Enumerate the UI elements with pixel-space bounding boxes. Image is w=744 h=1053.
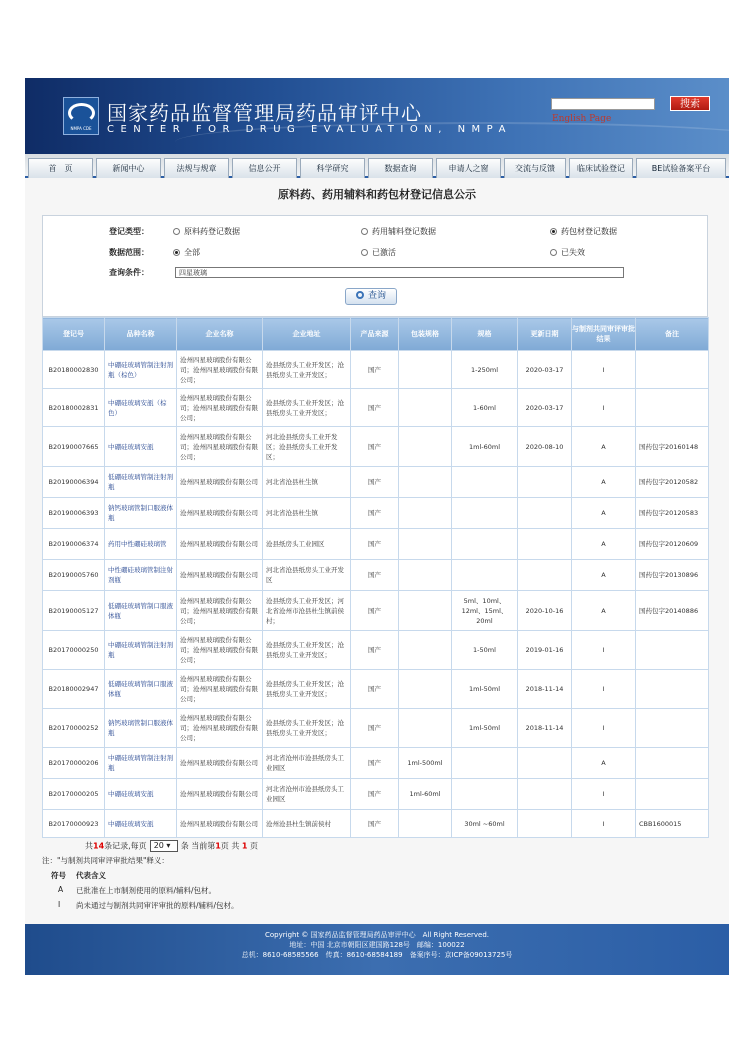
column-header: 产品来源	[351, 318, 399, 351]
pager-current: 1	[215, 841, 221, 851]
nav-applicant[interactable]: 申请人之窗	[436, 158, 501, 178]
cell-company-name: 沧州四星玻璃股份有限公司；沧州四星玻璃股份有限公司；	[177, 591, 263, 631]
pager-suffix: 页	[250, 841, 259, 851]
site-subtitle: CENTER FOR DRUG EVALUATION, NMPA	[107, 124, 512, 135]
cell-package-spec	[399, 498, 452, 529]
cell-product-name[interactable]: 钠钙玻璃管制口服液体瓶	[105, 498, 177, 529]
note-meaning: 已批准在上市制剂使用的原料/辅料/包材。	[76, 886, 217, 895]
cell-origin: 国产	[351, 351, 399, 389]
notes-intro: 注："与制剂共同审评审批结果"释义：	[42, 856, 169, 865]
type-option-packaging[interactable]	[550, 226, 617, 237]
cell-reg-no: B20170000206	[43, 748, 105, 779]
cell-origin: 国产	[351, 748, 399, 779]
cell-update-date	[518, 748, 572, 779]
cell-spec: 1-60ml	[452, 389, 518, 427]
cell-spec: 1ml-50ml	[452, 709, 518, 748]
cell-origin: 国产	[351, 560, 399, 591]
cell-update-date	[518, 810, 572, 838]
footer-contact: 总机：8610-68585566 传真：8610-68584189 备案序号：京ICP备09013725号	[241, 951, 513, 959]
table-row	[43, 709, 709, 748]
column-header: 与制剂共同审评审批结果	[572, 318, 636, 351]
cell-product-name[interactable]: 中硼硅玻璃管制注射剂瓶	[105, 631, 177, 670]
cell-product-name[interactable]: 低硼硅玻璃管制口服液体瓶	[105, 591, 177, 631]
table-row	[43, 810, 709, 838]
cell-company-name: 沧州四星玻璃股份有限公司；沧州四星玻璃股份有限公司；	[177, 351, 263, 389]
cell-product-name[interactable]: 中硼硅玻璃管制注射剂瓶（棕色）	[105, 351, 177, 389]
column-header: 更新日期	[518, 318, 572, 351]
cell-update-date: 2020-10-16	[518, 591, 572, 631]
pager-text: 条记录,每页	[104, 841, 147, 851]
nav-research[interactable]: 科学研究	[300, 158, 365, 178]
cell-company-name: 沧州四星玻璃股份有限公司；沧州四星玻璃股份有限公司；	[177, 631, 263, 670]
cell-review-result: A	[572, 560, 636, 591]
pager-text: 页 共	[220, 841, 240, 851]
cell-product-name[interactable]: 钠钙玻璃管制口服液体瓶	[105, 709, 177, 748]
results-table	[42, 317, 709, 838]
range-label: 数据范围：	[109, 248, 149, 257]
site-header	[25, 78, 729, 154]
type-option-excipient-label: 药用辅料登记数据	[372, 227, 436, 236]
table-row	[43, 670, 709, 709]
cell-update-date: 2020-03-17	[518, 351, 572, 389]
main-nav	[25, 154, 729, 178]
cell-remark	[636, 709, 709, 748]
cell-company-address: 沧县纸房头工业园区	[263, 529, 351, 560]
cell-review-result: A	[572, 591, 636, 631]
cell-origin: 国产	[351, 498, 399, 529]
nav-be-platform[interactable]: BE试验备案平台	[636, 158, 726, 178]
cell-review-result: I	[572, 779, 636, 810]
type-option-api-label: 原料药登记数据	[184, 227, 240, 236]
cell-spec: 5ml、10ml、12ml、15ml、20ml	[452, 591, 518, 631]
cell-remark: 国药包字20120582	[636, 467, 709, 498]
table-row	[43, 529, 709, 560]
table-row	[43, 591, 709, 631]
column-header: 企业地址	[263, 318, 351, 351]
cell-review-result: I	[572, 670, 636, 709]
cell-reg-no: B20190007665	[43, 427, 105, 467]
cell-company-address: 河北省沧县杜生镇	[263, 467, 351, 498]
table-row	[43, 560, 709, 591]
cell-update-date: 2020-03-17	[518, 389, 572, 427]
cell-reg-no: B20170000252	[43, 709, 105, 748]
cell-update-date: 2018-11-14	[518, 709, 572, 748]
search-form	[42, 215, 708, 317]
column-header: 品种名称	[105, 318, 177, 351]
cell-product-name[interactable]: 低硼硅玻璃管制口服液体瓶	[105, 670, 177, 709]
search-icon	[356, 291, 364, 299]
cell-company-name: 沧州四星玻璃股份有限公司	[177, 498, 263, 529]
table-header-row	[43, 318, 709, 351]
cell-update-date	[518, 779, 572, 810]
cell-reg-no: B20170000923	[43, 810, 105, 838]
cell-package-spec	[399, 709, 452, 748]
radio-icon	[550, 249, 557, 256]
cell-product-name[interactable]: 中硼硅玻璃安瓿	[105, 779, 177, 810]
cell-review-result: A	[572, 529, 636, 560]
range-option-active[interactable]	[361, 247, 396, 258]
notes-col-meaning: 代表含义	[76, 871, 106, 880]
cell-origin: 国产	[351, 427, 399, 467]
cell-reg-no: B20180002830	[43, 351, 105, 389]
note-meaning: 尚未通过与制剂共同审评审批的原料/辅料/包材。	[76, 901, 239, 910]
cell-origin: 国产	[351, 779, 399, 810]
range-option-all[interactable]	[173, 247, 200, 258]
cell-product-name[interactable]: 中硼硅玻璃安瓿（棕色）	[105, 389, 177, 427]
cell-package-spec	[399, 529, 452, 560]
cell-reg-no: B20190006374	[43, 529, 105, 560]
nav-news[interactable]: 新闻中心	[96, 158, 161, 178]
range-option-expired[interactable]	[550, 247, 585, 258]
cell-review-result: A	[572, 748, 636, 779]
cell-package-spec: 1ml-500ml	[399, 748, 452, 779]
table-row	[43, 389, 709, 427]
cell-spec: 1-50ml	[452, 631, 518, 670]
cell-origin: 国产	[351, 709, 399, 748]
cell-review-result: I	[572, 389, 636, 427]
cell-review-result: I	[572, 810, 636, 838]
cell-company-address: 沧县纸房头工业开发区；沧县纸房头工业开发区；	[263, 631, 351, 670]
site-search-input[interactable]	[551, 98, 655, 110]
cell-update-date: 2018-11-14	[518, 670, 572, 709]
cell-review-result: I	[572, 631, 636, 670]
cell-review-result: I	[572, 709, 636, 748]
cell-spec: 30ml ~60ml	[452, 810, 518, 838]
table-row	[43, 748, 709, 779]
cell-update-date	[518, 498, 572, 529]
radio-icon	[361, 228, 368, 235]
site-title: 国家药品监督管理局药品审评中心	[107, 101, 422, 125]
cell-company-address: 河北沧县纸房头工业开发区；沧县纸房头工业开发区；	[263, 427, 351, 467]
cell-remark	[636, 779, 709, 810]
column-header: 登记号	[43, 318, 105, 351]
cell-company-name: 沧州四星玻璃股份有限公司；沧州四星玻璃股份有限公司；	[177, 709, 263, 748]
radio-icon	[173, 228, 180, 235]
site-logo[interactable]	[63, 97, 99, 135]
cell-company-address: 沧州沧县杜生镇前侯村	[263, 810, 351, 838]
nav-disclosure[interactable]: 信息公开	[232, 158, 297, 178]
nav-regulations[interactable]: 法规与规章	[164, 158, 229, 178]
nav-data-query[interactable]: 数据查询	[368, 158, 433, 178]
cell-package-spec	[399, 670, 452, 709]
cell-reg-no: B20180002831	[43, 389, 105, 427]
cell-company-address: 沧县纸房头工业开发区；沧县纸房头工业开发区；	[263, 709, 351, 748]
cell-product-name[interactable]: 中硼硅玻璃安瓿	[105, 427, 177, 467]
pager-total: 14	[93, 841, 105, 851]
site-search-button[interactable]: 搜索	[670, 96, 710, 111]
column-header: 包装规格	[399, 318, 452, 351]
cell-origin: 国产	[351, 389, 399, 427]
pager-pages: 1	[241, 841, 248, 851]
cell-company-name: 沧州四星玻璃股份有限公司；沧州四星玻璃股份有限公司；	[177, 389, 263, 427]
column-header: 企业名称	[177, 318, 263, 351]
cell-company-address: 沧县纸房头工业开发区；沧县纸房头工业开发区；	[263, 670, 351, 709]
cell-origin: 国产	[351, 631, 399, 670]
cell-remark	[636, 631, 709, 670]
range-option-expired-label: 已失效	[561, 248, 585, 257]
cell-company-name: 沧州四星玻璃股份有限公司	[177, 529, 263, 560]
table-row	[43, 351, 709, 389]
cell-reg-no: B20190005127	[43, 591, 105, 631]
cell-remark: 国药包字20120583	[636, 498, 709, 529]
footer-address: 地址：中国 北京市朝阳区建国路128号 邮编：100022	[289, 941, 465, 949]
cell-company-address: 沧县纸房头工业开发区；沧县纸房头工业开发区；	[263, 351, 351, 389]
cell-reg-no: B20190006394	[43, 467, 105, 498]
cell-review-result: A	[572, 498, 636, 529]
cell-company-name: 沧州四星玻璃股份有限公司；沧州四星玻璃股份有限公司；	[177, 427, 263, 467]
page-title: 原料药、药用辅料和药包材登记信息公示	[278, 188, 476, 201]
cell-company-name: 沧州四星玻璃股份有限公司；沧州四星玻璃股份有限公司；	[177, 670, 263, 709]
cell-company-address: 河北省沧县杜生镇	[263, 498, 351, 529]
cell-company-address: 河北省沧县纸房头工业开发区	[263, 560, 351, 591]
cell-company-address: 河北省沧州市沧县纸房头工业园区	[263, 748, 351, 779]
table-row	[43, 779, 709, 810]
site-footer	[25, 924, 729, 975]
cell-package-spec	[399, 810, 452, 838]
page-size-value: 20	[153, 841, 164, 850]
cell-remark	[636, 351, 709, 389]
cell-reg-no: B20190006393	[43, 498, 105, 529]
note-symbol: A	[58, 885, 64, 894]
pagination	[85, 840, 258, 852]
radio-selected-icon	[550, 228, 557, 235]
cell-company-name: 沧州四星玻璃股份有限公司	[177, 748, 263, 779]
table-body	[43, 351, 709, 838]
cell-remark	[636, 389, 709, 427]
query-input[interactable]: 四星玻璃	[175, 267, 624, 278]
pager-prefix: 共	[85, 841, 93, 851]
cell-spec	[452, 748, 518, 779]
cell-update-date	[518, 529, 572, 560]
cell-package-spec	[399, 591, 452, 631]
pager-text: 条 当前第	[180, 841, 216, 851]
notes-col-symbol: 符号	[51, 871, 66, 880]
cell-company-address: 沧县纸房头工业开发区；河北省沧州市沧县杜生镇前侯村；	[263, 591, 351, 631]
table-row	[43, 498, 709, 529]
page-size-select[interactable]	[150, 840, 178, 852]
cell-product-name[interactable]: 中硼硅玻璃安瓿	[105, 810, 177, 838]
cell-update-date: 2020-08-10	[518, 427, 572, 467]
footer-copyright: Copyright © 国家药品监督管理局药品审评中心 All Right Reserved.	[264, 931, 490, 939]
cell-company-name: 沧州四星玻璃股份有限公司	[177, 560, 263, 591]
cell-spec: 1-250ml	[452, 351, 518, 389]
cell-company-address: 河北省沧州市沧县纸房头工业园区	[263, 779, 351, 810]
query-button-label: 查询	[367, 291, 386, 301]
column-header: 备注	[636, 318, 709, 351]
query-button[interactable]	[345, 288, 397, 305]
radio-icon	[361, 249, 368, 256]
cell-remark: 国药包字20120609	[636, 529, 709, 560]
cell-remark	[636, 748, 709, 779]
query-label: 查询条件：	[109, 268, 149, 277]
table-row	[43, 467, 709, 498]
cell-review-result: I	[572, 351, 636, 389]
cell-company-name: 沧州四星玻璃股份有限公司	[177, 467, 263, 498]
cell-package-spec: 1ml-60ml	[399, 779, 452, 810]
type-label: 登记类型：	[109, 227, 149, 236]
cell-spec	[452, 560, 518, 591]
cell-origin: 国产	[351, 591, 399, 631]
radio-selected-icon	[173, 249, 180, 256]
cell-spec: 1ml-60ml	[452, 427, 518, 467]
cell-product-name[interactable]: 中性硼硅玻璃管制注射剂瓶	[105, 560, 177, 591]
column-header: 规格	[452, 318, 518, 351]
note-symbol: I	[58, 900, 61, 909]
cell-review-result: A	[572, 467, 636, 498]
table-row	[43, 631, 709, 670]
cell-reg-no: B20170000250	[43, 631, 105, 670]
page-container	[25, 78, 729, 975]
cell-spec	[452, 498, 518, 529]
cell-product-name[interactable]: 低硼硅玻璃管制注射剂瓶	[105, 467, 177, 498]
cell-reg-no: B20190005760	[43, 560, 105, 591]
cell-spec	[452, 467, 518, 498]
cell-remark: 国药包字20130896	[636, 560, 709, 591]
cell-reg-no: B20180002947	[43, 670, 105, 709]
type-option-packaging-label: 药包材登记数据	[561, 227, 617, 236]
cell-review-result: A	[572, 427, 636, 467]
logo-emblem-icon	[68, 103, 95, 123]
cell-origin: 国产	[351, 467, 399, 498]
cell-package-spec	[399, 467, 452, 498]
chevron-down-icon: ▾	[166, 841, 171, 850]
cell-product-name[interactable]: 药用中性硼硅玻璃管	[105, 529, 177, 560]
table-row	[43, 427, 709, 467]
english-page-link[interactable]: English Page	[552, 114, 612, 124]
cell-package-spec	[399, 427, 452, 467]
cell-remark: 国药包字20160148	[636, 427, 709, 467]
range-option-all-label: 全部	[184, 248, 200, 257]
cell-spec	[452, 529, 518, 560]
cell-reg-no: B20170000205	[43, 779, 105, 810]
cell-remark	[636, 670, 709, 709]
cell-update-date	[518, 560, 572, 591]
type-option-api[interactable]	[173, 226, 240, 237]
cell-package-spec	[399, 351, 452, 389]
cell-package-spec	[399, 560, 452, 591]
nav-clinical-trial[interactable]: 临床试验登记	[569, 158, 633, 178]
cell-product-name[interactable]: 中硼硅玻璃管制注射剂瓶	[105, 748, 177, 779]
nav-home[interactable]: 首 页	[28, 158, 93, 178]
cell-company-address: 沧县纸房头工业开发区；沧县纸房头工业开发区；	[263, 389, 351, 427]
cell-company-name: 沧州四星玻璃股份有限公司	[177, 810, 263, 838]
cell-spec	[452, 779, 518, 810]
cell-remark: 国药包字20140886	[636, 591, 709, 631]
cell-company-name: 沧州四星玻璃股份有限公司	[177, 779, 263, 810]
nav-feedback[interactable]: 交流与反馈	[504, 158, 566, 178]
cell-origin: 国产	[351, 529, 399, 560]
logo-text: NMPA CDE	[70, 126, 92, 131]
cell-origin: 国产	[351, 670, 399, 709]
range-option-active-label: 已激活	[372, 248, 396, 257]
cell-update-date	[518, 467, 572, 498]
cell-package-spec	[399, 631, 452, 670]
type-option-excipient[interactable]	[361, 226, 436, 237]
cell-package-spec	[399, 389, 452, 427]
cell-origin: 国产	[351, 810, 399, 838]
cell-spec: 1ml-50ml	[452, 670, 518, 709]
cell-update-date: 2019-01-16	[518, 631, 572, 670]
cell-remark: CBB1600015	[636, 810, 709, 838]
